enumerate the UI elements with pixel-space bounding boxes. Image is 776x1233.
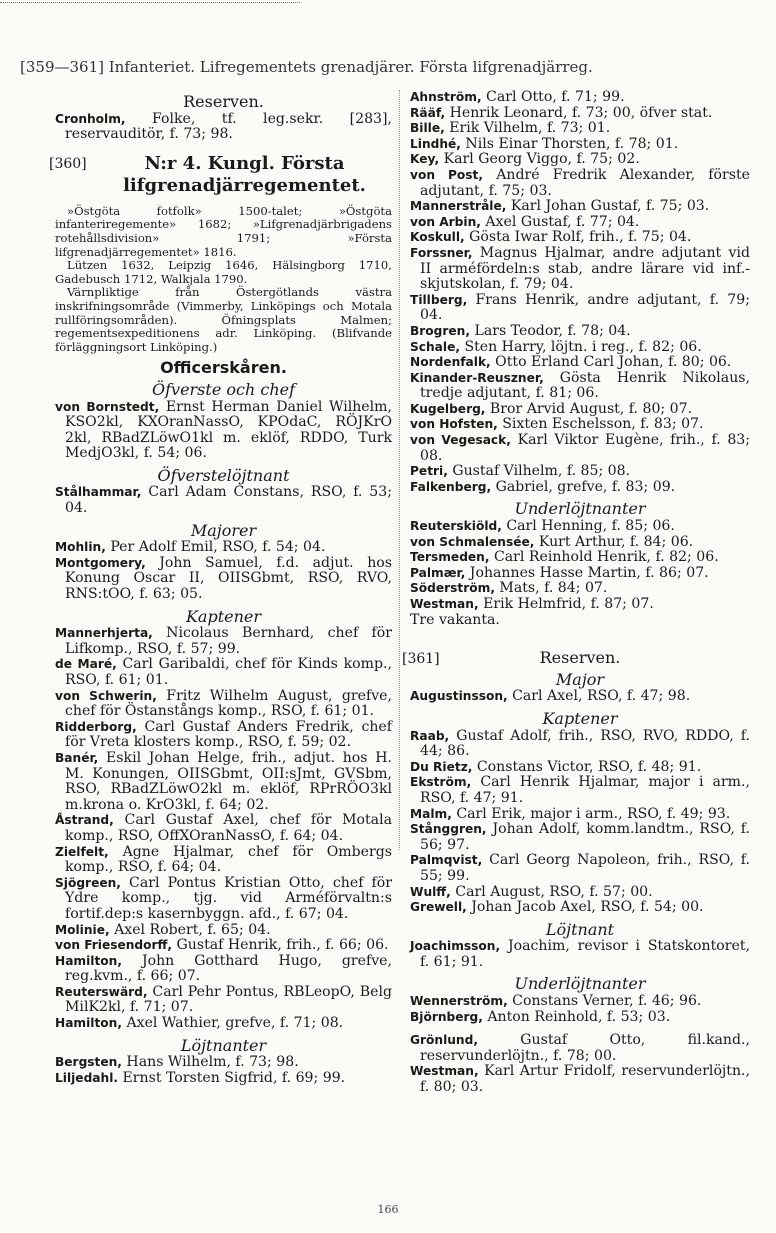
list-item	[55, 626, 392, 657]
entry-name: Raab,	[410, 728, 450, 743]
entry-details: Axel Robert, f. 65; 04.	[109, 921, 271, 938]
list-item	[410, 760, 750, 776]
entry-details: Ernst Torsten Sigfrid, f. 69; 99.	[118, 1069, 346, 1086]
entry-name: Liljedahl.	[55, 1070, 118, 1085]
list-item	[410, 121, 750, 137]
list-item	[55, 689, 392, 720]
entry-name: Mannerhjerta,	[55, 626, 153, 641]
entry-details: Fritz Wilhelm August, grefve, chef för Östanstångs komp., RSO, f. 61; 01.	[65, 687, 393, 720]
entry-details: Eskil Johan Helge, frih., adjut. hos H. M. Konungen, OIISGbmt, OII:sJmt, GVSbm, RSO, RBadZLöwO2kl m. eklöf, RPrRÖO3kl m.krona o. KrO3kl, f. 64; 02.	[65, 749, 392, 813]
entry-details: Carl Reinhold Henrik, f. 82; 06.	[489, 549, 719, 566]
list-item	[55, 657, 392, 688]
list-item	[410, 230, 750, 246]
entry-details: Carl Henrik Hjalmar, major i arm., RSO, f. 47; 91.	[420, 774, 750, 806]
entry-name: Tillberg,	[410, 292, 468, 307]
entry-name: Grewell,	[410, 900, 467, 915]
rank-heading: Löjtnanter	[180, 1035, 267, 1055]
list-item	[410, 340, 750, 356]
list-item: Stålhammar, Carl Adam Constans, RSO, f. 53; 04.	[55, 484, 392, 517]
entry-name: Åstrand,	[55, 813, 114, 828]
entry-details: Carl Gustaf Axel, chef för Motala komp., RSO, OffXOranNassO, f. 64; 04.	[65, 812, 392, 844]
entry-details: Erik Helmfrid, f. 87; 07.	[478, 596, 654, 612]
entry-details: Hans Wilhelm, f. 73; 98.	[121, 1054, 299, 1071]
list-item	[55, 938, 392, 954]
entry-details: John Gotthard Hugo, grefve, reg.kvm., f. 66; 07.	[65, 952, 392, 985]
list-item	[55, 1016, 392, 1032]
list-item	[55, 1071, 392, 1087]
rank-heading: Löjtnant	[545, 919, 615, 939]
entry-details: Carl Otto, f. 71; 99.	[481, 89, 625, 105]
entry-name: von Arbin,	[410, 214, 481, 229]
entry-name: Reuterswärd,	[55, 984, 148, 999]
list-item	[410, 293, 750, 324]
entry-name: Ahnström,	[410, 90, 482, 104]
entry-details: Henrik Leonard, f. 73; 00, öfver stat.	[445, 104, 713, 121]
list-item: Mohlin, Per Adolf Emil, RSO, f. 54; 04.	[55, 539, 326, 556]
entry-name: von Schwerin,	[55, 688, 157, 703]
entry-name: Sjögreen,	[55, 875, 121, 890]
entry-name: von Friesendorff,	[55, 938, 173, 953]
entry-name: Tersmeden,	[410, 550, 490, 565]
entry-name: Kugelberg,	[410, 401, 486, 416]
entry-details: Gösta Henrik Nikolaus, tredje adjutant, f. 81; 06.	[420, 369, 750, 402]
list-item	[55, 813, 392, 844]
entry-details: Carl Georg Napoleon, frih., RSO, f. 55; 99.	[420, 852, 750, 884]
entry-details: Magnus Hjalmar, andre adjutant vid II arméfördeln:s stab, andre lärare vid inf.-skjutskolan, f. 79; 04.	[420, 244, 750, 293]
entry-details: Johannes Hasse Martin, f. 86; 07.	[465, 564, 709, 581]
list-item	[410, 433, 750, 464]
list-item	[55, 876, 392, 923]
regiment-battles: Lützen 1632, Leipzig 1646, Hälsingborg 1710, Gadebusch 1712, Walkjala 1790.	[55, 258, 392, 286]
entry-details: Karl Georg Viggo, f. 75; 02.	[439, 151, 640, 168]
entry-name: Forssner,	[410, 245, 473, 260]
entry-name: Bergsten,	[55, 1055, 122, 1070]
list-item	[410, 199, 750, 215]
list-item	[410, 152, 750, 168]
entry-details: Carl Pehr Pontus, RBLeopO, Belg MilK2kl, f. 71; 07.	[65, 983, 392, 1016]
list-item	[410, 106, 750, 122]
entry-details: Sixten Eschelsson, f. 83; 07.	[497, 416, 704, 433]
entry-details: Carl Gustaf Anders Fredrik, chef för Vreta klosters komp., RSO, f. 59; 02.	[65, 718, 392, 751]
entry-details: Karl Viktor Eugène, frih., f. 83; 08.	[420, 432, 751, 464]
reserve-kaptener-list	[410, 729, 750, 916]
entry-details: Johan Adolf, komm.landtm., RSO, f. 56; 97.	[420, 821, 750, 853]
entry-name: Rääf,	[410, 105, 446, 120]
list-item	[410, 535, 750, 551]
entry-details: Otto Erland Carl Johan, f. 80; 06.	[490, 354, 732, 371]
entry-details: Carl Henning, f. 85; 06.	[501, 518, 675, 535]
entry-name: Brogren,	[410, 323, 470, 338]
list-item: Augustinsson, Carl Axel, RSO, f. 47; 98.	[410, 688, 691, 705]
entry-name: Molinie,	[55, 922, 110, 937]
list-item	[410, 168, 750, 199]
left-column	[49, 90, 393, 1086]
entry-name: Söderström,	[410, 581, 495, 596]
list-item	[410, 775, 750, 806]
vacancy-note: Tre vakanta.	[410, 611, 500, 628]
list-item	[410, 581, 750, 597]
right-column	[402, 89, 751, 1096]
entry-name: Palmqvist,	[410, 853, 483, 868]
list-item	[410, 550, 750, 566]
list-item	[410, 519, 750, 535]
entry-name: Falkenberg,	[410, 479, 492, 494]
entry-details: Gustaf Henrik, frih., f. 66; 06.	[172, 937, 389, 954]
list-item	[410, 464, 750, 480]
list-item	[410, 246, 750, 293]
rank-heading: Major	[555, 669, 605, 689]
reserve-heading: Reserven.	[183, 92, 264, 111]
page-reference: [360]	[49, 155, 87, 172]
list-item	[410, 417, 750, 433]
entry-details: Axel Gustaf, f. 77; 04.	[480, 213, 640, 230]
list-item	[410, 900, 750, 916]
entry-details: Nils Einar Thorsten, f. 78; 01.	[460, 135, 679, 152]
entry-name: Du Rietz,	[410, 759, 473, 774]
list-item	[410, 90, 750, 106]
entry-name: Key,	[410, 152, 440, 167]
list-item	[410, 215, 750, 231]
entry-name: Petri,	[410, 464, 448, 479]
reserve-underlojtnanter-list-2	[410, 1033, 750, 1095]
list-item	[410, 324, 750, 340]
running-header: [359—361] Infanteriet. Lifregementets grenadjärer. Första lifgrenadjärreg.	[20, 58, 593, 76]
entry-name: de Maré,	[55, 657, 117, 672]
rank-heading: Underlöjtnanter	[514, 499, 646, 519]
entry-details: Johan Jacob Axel, RSO, f. 54; 00.	[466, 899, 704, 916]
entry-details: Karl Artur Fridolf, reservunderlöjtn., f. 80; 03.	[420, 1063, 750, 1096]
entry-name: Björnberg,	[410, 1009, 483, 1024]
reserve-heading: [361] Reserven.	[402, 648, 621, 668]
list-item	[410, 402, 750, 418]
rank-heading: Kaptener	[185, 606, 262, 626]
rank-heading: Underlöjtnanter	[514, 974, 646, 994]
entry-details: Axel Wathier, grefve, f. 71; 08.	[121, 1015, 344, 1032]
page-reference: [361]	[402, 651, 440, 668]
regiment-recruitment: Värnpliktige från Östergötlands västra inskrifningsområde (Vimmerby, Linköpings och Motala rullföringsområden). Öfningsplats Malmen; regementsexpeditionens adr. Linköping. (Blifvande förläggningsort Linköping.)	[55, 285, 392, 354]
list-item	[55, 720, 392, 751]
entry-details: Mats, f. 84; 07.	[494, 580, 608, 597]
regiment-history: »Östgöta fotfolk» 1500-talet; »Östgöta infanteriregemente» 1682; »Lifgrenadjärbrigadens rotehållsdivision» 1791; »Första lifgrenadjärregementet» 1816.	[55, 203, 392, 259]
entry-details: Gustaf Adolf, frih., RSO, RVO, RDDO, f. 44; 86.	[420, 727, 750, 760]
entry-details: André Fredrik Alexander, förste adjutant, f. 75; 03.	[420, 166, 750, 199]
entry-details: Karl Johan Gustaf, f. 75; 03.	[506, 198, 710, 215]
entry-name: Grönlund,	[410, 1033, 478, 1048]
list-item: Montgomery, John Samuel, f.d. adjut. hos Konung Oscar II, OIISGbmt, RSO, RVO, RNS:tOO, f. 63; 05.	[55, 554, 392, 603]
entry-details: Carl August, RSO, f. 57; 00.	[450, 883, 653, 900]
entry-name: Nordenfalk,	[410, 355, 491, 370]
entry-details: Gösta Iwar Rolf, frih., f. 75; 04.	[464, 229, 692, 246]
entry-name: von Hofsten,	[410, 417, 498, 432]
entry-name: Banér,	[55, 750, 99, 765]
rank-heading: Majorer	[190, 520, 257, 540]
list-item	[55, 985, 392, 1016]
entry-name: Zielfelt,	[55, 844, 109, 859]
entry-name: Hamilton,	[55, 953, 122, 968]
list-item	[55, 845, 392, 876]
list-item	[410, 597, 750, 613]
rank-heading: Öfverste och chef	[151, 379, 296, 399]
reserve-underlojtnanter-list	[410, 994, 750, 1025]
column-divider	[399, 90, 400, 850]
list-item	[55, 751, 392, 813]
entry-details: Gabriel, grefve, f. 83; 09.	[491, 478, 676, 495]
page-number: 166	[377, 1203, 399, 1216]
entry-name: Palmær,	[410, 565, 466, 580]
entry-name: Kinander-Reuszner,	[410, 370, 544, 385]
list-item	[410, 355, 750, 371]
list-item	[410, 371, 750, 402]
lojtnanter-list	[55, 1055, 392, 1086]
list-item	[410, 1033, 750, 1064]
entry-details: Agne Hjalmar, chef för Ombergs komp., RSO, f. 64; 04.	[65, 843, 392, 876]
list-item	[410, 885, 750, 901]
entry-details: Gustaf Vilhelm, f. 85; 08.	[447, 463, 631, 480]
entry-details: Erik Vilhelm, f. 73; 01.	[444, 120, 611, 137]
entry-name: Schale,	[410, 339, 460, 354]
list-item: Cronholm, Folke, tf. leg.sekr. [283], reservauditör, f. 73; 98.	[55, 110, 392, 143]
entry-name: Mannerstråle,	[410, 199, 507, 214]
list-item: von Bornstedt, Ernst Herman Daniel Wilhelm, KSO2kl, KXOranNassO, KPOdaC, RÖJKrO 2kl, RBadZLöwO1kl m. eklöf, RDDO, Turk MedjO3kl, f. 54; 06.	[55, 398, 392, 462]
entry-name: von Schmalensée,	[410, 534, 535, 549]
entry-name: Malm,	[410, 806, 452, 821]
lojtnanter-continued-list	[410, 90, 750, 495]
entry-details: Constans Verner, f. 46; 96.	[507, 993, 702, 1010]
list-item	[410, 566, 750, 582]
entry-details: Gustaf Otto, fil.kand., reservunderlöjtn., f. 78; 00.	[420, 1032, 750, 1064]
regiment-title: [360] N:r 4. Kungl. Första lifgrenadjärregementet.	[49, 152, 366, 196]
entry-details: Carl Garibaldi, chef för Kinds komp., RSO, f. 61; 01.	[65, 656, 392, 688]
entry-name: Wulff,	[410, 884, 451, 899]
entry-name: Ridderborg,	[55, 719, 137, 734]
entry-details: Constans Victor, RSO, f. 48; 91.	[472, 758, 702, 775]
entry-name: Hamilton,	[55, 1016, 122, 1031]
list-item	[410, 807, 750, 823]
list-item	[410, 822, 750, 853]
entry-name: Ekström,	[410, 775, 472, 790]
list-item	[410, 729, 750, 760]
list-item	[410, 1064, 750, 1095]
entry-details: Nicolaus Bernhard, chef för Lifkomp., RSO, f. 57; 99.	[65, 625, 392, 657]
list-item	[55, 923, 392, 939]
list-item	[55, 1055, 392, 1071]
rank-heading: Öfverstelöjtnant	[157, 465, 290, 485]
entry-details: Sten Harry, löjtn. i reg., f. 82; 06.	[459, 338, 702, 355]
entry-details: Anton Reinhold, f. 53; 03.	[482, 1008, 671, 1025]
entry-details: Frans Henrik, andre adjutant, f. 79; 04.	[420, 291, 750, 324]
entry-name: Westman,	[410, 597, 479, 611]
entry-name: von Post,	[410, 167, 483, 182]
entry-name: Westman,	[410, 1064, 479, 1079]
entry-name: Lindhé,	[410, 136, 461, 151]
list-item	[410, 994, 750, 1010]
entry-name: Stånggren,	[410, 822, 487, 837]
entry-name: Koskull,	[410, 230, 465, 245]
top-dotted-rule	[0, 2, 300, 3]
list-item: Joachimsson, Joachim, revisor i Statskontoret, f. 61; 91.	[410, 938, 750, 970]
entry-details: Carl Erik, major i arm., RSO, f. 49; 93.	[451, 805, 731, 822]
entry-details: Lars Teodor, f. 78; 04.	[469, 322, 631, 339]
officers-heading: Officerskåren.	[160, 358, 287, 378]
kaptener-list	[55, 626, 392, 1031]
entry-name: von Vegesack,	[410, 433, 511, 448]
entry-details: Carl Pontus Kristian Otto, chef för Ydre komp., tjg. vid Arméförvaltn:s fortif.dep:s kasernbyggn. afd., f. 67; 04.	[65, 874, 392, 922]
entry-details: Kurt Arthur, f. 84; 06.	[534, 533, 694, 550]
list-item	[55, 954, 392, 985]
list-item	[410, 853, 750, 884]
rank-heading: Kaptener	[542, 708, 618, 728]
entry-details: Bror Arvid August, f. 80; 07.	[485, 400, 693, 417]
entry-name: Bille,	[410, 121, 445, 136]
entry-name: Reuterskiöld,	[410, 519, 502, 534]
list-item	[410, 137, 750, 153]
list-item	[410, 1010, 750, 1026]
list-item	[410, 480, 750, 496]
entry-name: Wennerström,	[410, 994, 508, 1009]
underlojtnanter-list	[410, 519, 750, 613]
